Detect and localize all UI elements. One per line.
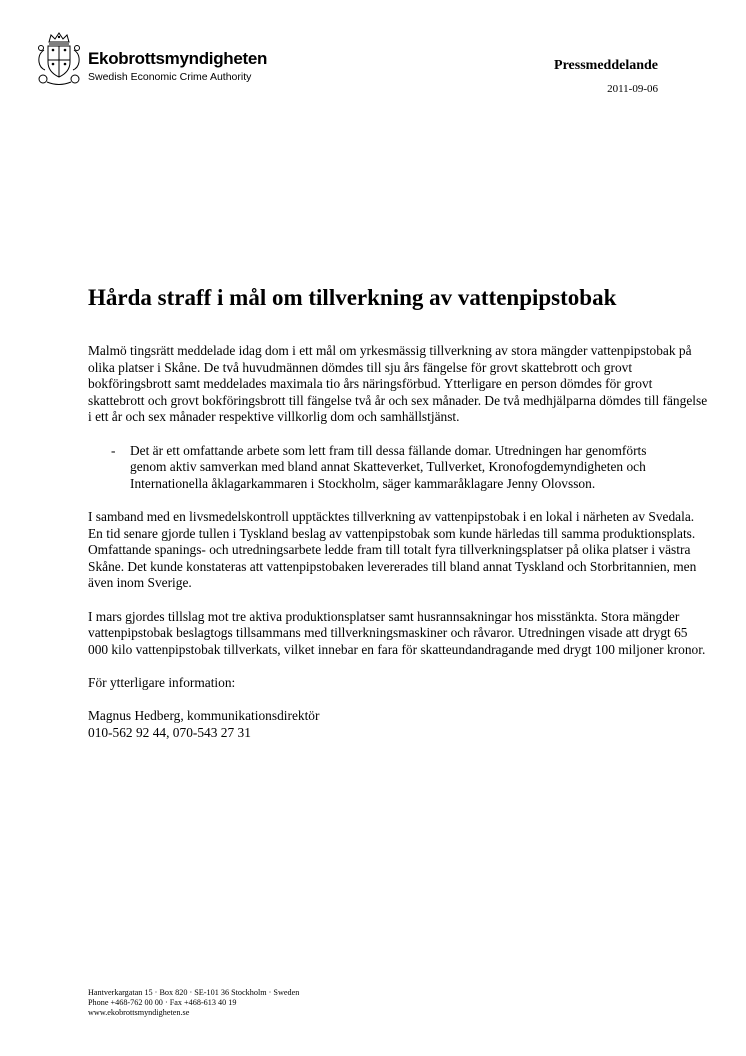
footer-address: Hantverkargatan 15 · Box 820 · SE-101 36 Stockholm · Sweden xyxy=(88,988,300,997)
logo xyxy=(34,32,284,92)
paragraph-raids: I mars gjordes tillslag mot tre aktiva produktionsplatser samt husrannsakningar hos misstänkta. Stora mängder vattenpipstobak beslagtogs tillsammans med tillverkningsmaskiner och råvaror. Utredningen visade att drygt 65 000 kilo vattenpipstobak tillverkats, vilket innebar en fara för skatteundandragande med drygt 100 miljoner kronor. xyxy=(88,608,706,657)
document-type: Pressmeddelande xyxy=(554,58,658,73)
footer xyxy=(88,988,299,1018)
prosecutor-quote xyxy=(88,443,710,493)
quote-text: Det är ett omfattande arbete som lett fram till dessa fällande domar. Utredningen har genomförts genom aktiv samverkan med bland annat Skatteverket, Tullverket, Kronofogdemyndigheten och Internationella åklagarkammaren i Stockholm, säger kammaråklagare Jenny Olovsson. xyxy=(130,442,647,491)
org-name: Ekobrottsmyndigheten xyxy=(88,49,268,68)
coat-of-arms-icon xyxy=(34,32,84,90)
quote-dash: - xyxy=(111,442,116,458)
footer-website[interactable]: www.ekobrottsmyndigheten.se xyxy=(88,1008,190,1017)
footer-phone-fax: Phone +468-762 00 00 · Fax +468-613 40 19 xyxy=(88,998,237,1007)
page-title: Hårda straff i mål om tillverkning av vattenpipstobak xyxy=(88,285,617,310)
paragraph-background: I samband med en livsmedelskontroll upptäcktes tillverkning av vattenpipstobak i en lokal i närheten av Svedala. En tid senare gjorde tullen i Tyskland beslag av vattenpipstobak som kunde härledas till samma produktionsplats. Omfattande spanings- och utredningsarbete ledde fram till totalt fyra tillverkningsplatser på olika platser i västra Skåne. Det kunde konstateras att vattenpipstobaken levererades till bland annat Tyskland och Storbritannien, men även inom Sverige. xyxy=(88,508,697,591)
paragraph-verdict: Malmö tingsrätt meddelade idag dom i ett mål om yrkesmässig tillverkning av stora mängder vattenpipstobak på olika platser i Skåne. De två huvudmännen dömdes till sju års fängelse för grovt skattebrott och grovt bokföringsbrott samt meddelades maximala tio års näringsförbud. Ytterligare en person dömdes för grovt skattebrott och grovt bokföringsbrott till fängelse två år och sex månader. De två medhjälparna dömdes till fängelse i ett år och sex månader respektive villkorlig dom och samhällstjänst. xyxy=(88,343,708,425)
press-release-body xyxy=(88,343,710,741)
org-subtitle: Swedish Economic Crime Authority xyxy=(88,71,252,83)
contact-phones: 010-562 92 44, 070-543 27 31 xyxy=(88,724,251,740)
more-info-label: För ytterligare information: xyxy=(88,674,236,690)
contact-name: Magnus Hedberg, kommunikationsdirektör xyxy=(88,708,320,724)
document-date: 2011-09-06 xyxy=(607,83,658,95)
contact-block xyxy=(88,708,710,741)
